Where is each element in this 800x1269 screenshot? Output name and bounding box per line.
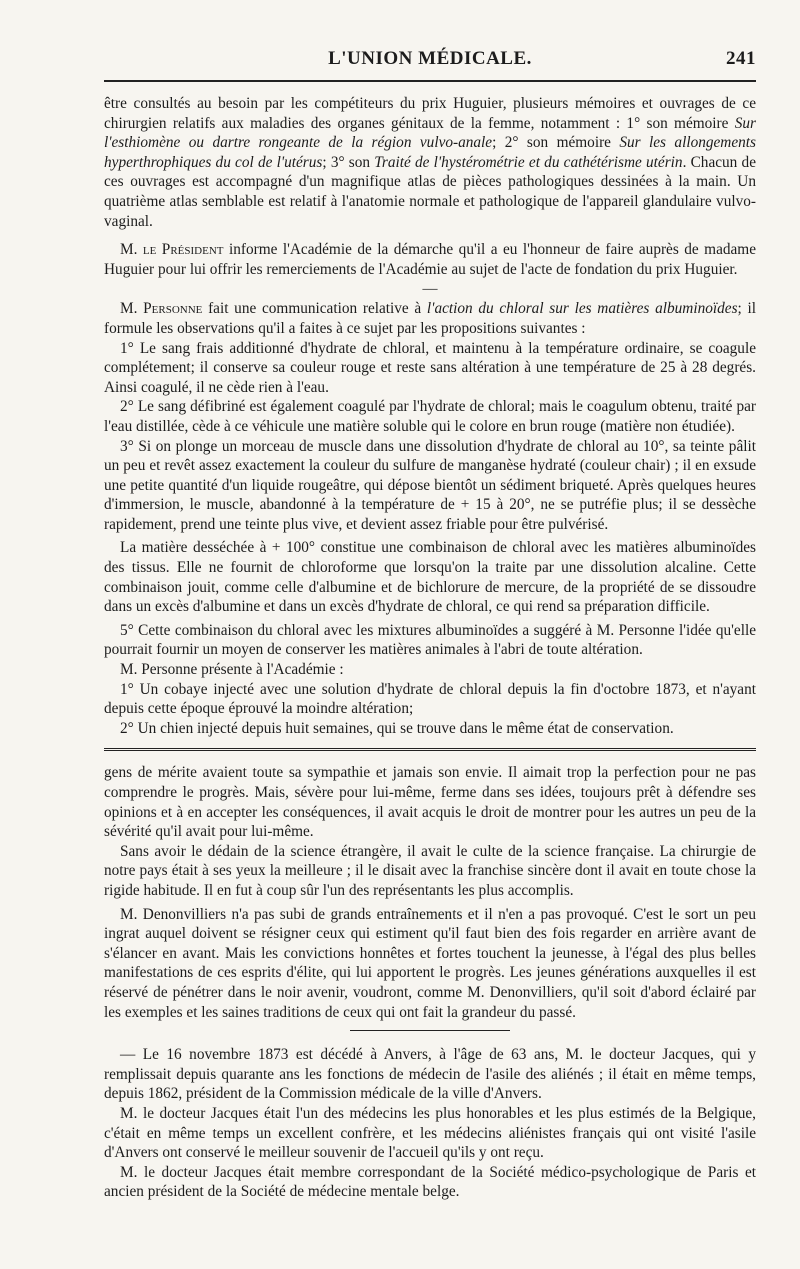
eulogy-section <box>104 763 756 1022</box>
page-number: 241 <box>726 48 756 69</box>
eulogy-paragraph-2: Sans avoir le dédain de la science étrangère, il avait le culte de la science française. La chirurgie de notre pays était à ses yeux la meilleure ; il le disait avec la franchise sincère dont il avait en toute chose la rigide habitude. Il en fut à coup sûr l'un des représentants les plus accomplis. <box>104 842 756 899</box>
paragraph-personne-intro: M. Personne fait une communication relative à l'action du chloral sur les matières albuminoïdes; il formule les observations qu'il a faites à ce sujet par les propositions suivantes : <box>104 300 756 337</box>
section-dash: — <box>422 281 438 298</box>
proposition-2: 2° Le sang défibriné est également coagulé par l'hydrate de chloral; mais le coagulum obtenu, traité par l'eau distillée, cède à ce véhicule une matière soluble qui le colore en brun rouge (matière non étudiée). <box>104 398 756 435</box>
header-rule <box>104 80 756 82</box>
specimen-1: 1° Un cobaye injecté avec une solution d'hydrate de chloral depuis la fin d'octobre 1873, et n'ayant depuis cette époque éprouvé la moindre altération; <box>104 680 756 718</box>
proposition-5: 5° Cette combinaison du chloral avec les mixtures albuminoïdes a suggéré à M. Personne l'idée qu'elle pourrait fournir un moyen de conserver les matières animales à l'abri de toute altération. <box>104 621 756 659</box>
obituary-paragraph-3: M. le docteur Jacques était membre correspondant de la Société médico-psychologique de Paris et ancien président de la Société de médecine mentale belge. <box>104 1163 756 1201</box>
separator-rule <box>350 1030 510 1031</box>
eulogy-paragraph-1: gens de mérite avaient toute sa sympathie et jamais son envie. Il aimait trop la perfection pour ne pas comprendre le progrès. Mais, sévère pour lui-même, ferme dans ses idées, toujours prêt à défendre ses opinions et à en accepter les conséquences, il avait acquis le droit de montrer pour les autres un peu de la sévérité qu'il avait pour lui-même. <box>104 764 756 841</box>
eulogy-paragraph-3: M. Denonvilliers n'a pas subi de grands entraînements et il n'en a pas provoqué. C'est le sort un peu ingrat auquel doivent se résigner ceux qui estiment qu'il faut bien des fois regarder en arrière avant de s'élancer en avant. Mais les convictions honnêtes et fortes touchent la jeunesse, à l'égal des plus belles manifestations de ces esprits d'élite, qui lui apportent le progrès. Les jeunes générations auxquelles il est réservé de pénétrer dans le noir avenir, voudront, comme M. Denonvilliers, qu'il soit d'abord éclairé par les exemples et les saines traditions de ceux qui ont fait la grandeur du passé. <box>104 905 756 1021</box>
journal-title: L'UNION MÉDICALE. <box>328 48 532 69</box>
specimen-2: 2° Un chien injecté depuis huit semaines, qui se trouve dans le même état de conservation. <box>120 719 674 737</box>
paragraph-huguier-works: être consultés au besoin par les compétiteurs du prix Huguier, plusieurs mémoires et ouvrages de ce chirurgien relatifs aux maladies des organes génitaux de la femme, notamment : 1° son mémoire Sur l'esthiomène ou dartre rongeante de la région vulvo-anale; 2° son mémoire Sur les allongements hyperthrophiques du col de l'utérus; 3° son Traité de l'hystérométrie et du cathétérisme utérin. Chacun de ces ouvrages est accompagné d'un magnifique atlas de pièces pathologiques dessinées à la main. Un quatrième atlas semblable est relatif à l'anatomie normale et pathologique de l'appareil glandulaire vulvo-vaginal. <box>104 95 756 230</box>
proposition-1: 1° Le sang frais additionné d'hydrate de chloral, et maintenu à la température ordinaire, se coagule complétement; il conserve sa couleur rouge et reste sans altération à une température de 25 à 28 degrés. Ainsi coagulé, il ne cède rien à l'eau. <box>104 339 756 396</box>
page-header <box>104 48 756 74</box>
obituary-paragraph-2: M. le docteur Jacques était l'un des médecins les plus honorables et les plus estimés de la Belgique, c'était en même temps un excellent confrère, et les médecins aliénistes français qui ont visité l'asile d'Anvers ont conservé le meilleur souvenir de l'accueil qu'ils y ont reçu. <box>104 1104 756 1162</box>
paragraph-president: M. le Président informe l'Académie de la démarche qu'il a eu l'honneur de faire auprès de madame Huguier pour lui offrir les remerciements de l'Académie au sujet de l'acte de fondation du prix Huguier. <box>104 241 756 278</box>
obituary-paragraph-1: — Le 16 novembre 1873 est décédé à Anvers, à l'âge de 63 ans, M. le docteur Jacques, qui y remplissait depuis quarante ans les fonctions de médecin de l'asile des aliénés ; il était en même temps, depuis 1862, président de la Commission médicale de la ville d'Anvers. <box>104 1046 756 1103</box>
proposition-4: La matière desséchée à + 100° constitue une combinaison de chloral avec les matières albuminoïdes des tissus. Elle ne fournit de chloroforme que lorsqu'on la traite par une dissolution alcaline. Cette combinaison jouit, comme celle d'albumine et de bichlorure de mercure, de la propriété de se dissoudre dans un excès d'albumine et dans un excès d'hydrate de chloral, ce qui rend sa préparation difficile. <box>104 539 756 616</box>
feuilleton-rule <box>104 748 756 751</box>
obituary-section <box>104 1045 756 1202</box>
academy-proceedings-section <box>104 94 756 738</box>
proposition-3: 3° Si on plonge un morceau de muscle dans une dissolution d'hydrate de chloral au 10°, sa teinte pâlit un peu et revêt assez exactement la couleur du sulfure de manganèse hydraté (couleur chair) ; il en exsude une petite quantité d'un liquide rougeâtre, qui dépose bientôt un sédiment briqueté. Après quelques heures d'immersion, le muscle, abandonné à la température de + 15 à 20°, ne se putréfie plus; il se dessèche rapidement, prend une teinte plus vive, et devient assez friable pour être pulvérisé. <box>104 437 756 533</box>
paragraph-presentation: M. Personne présente à l'Académie : <box>120 661 344 679</box>
